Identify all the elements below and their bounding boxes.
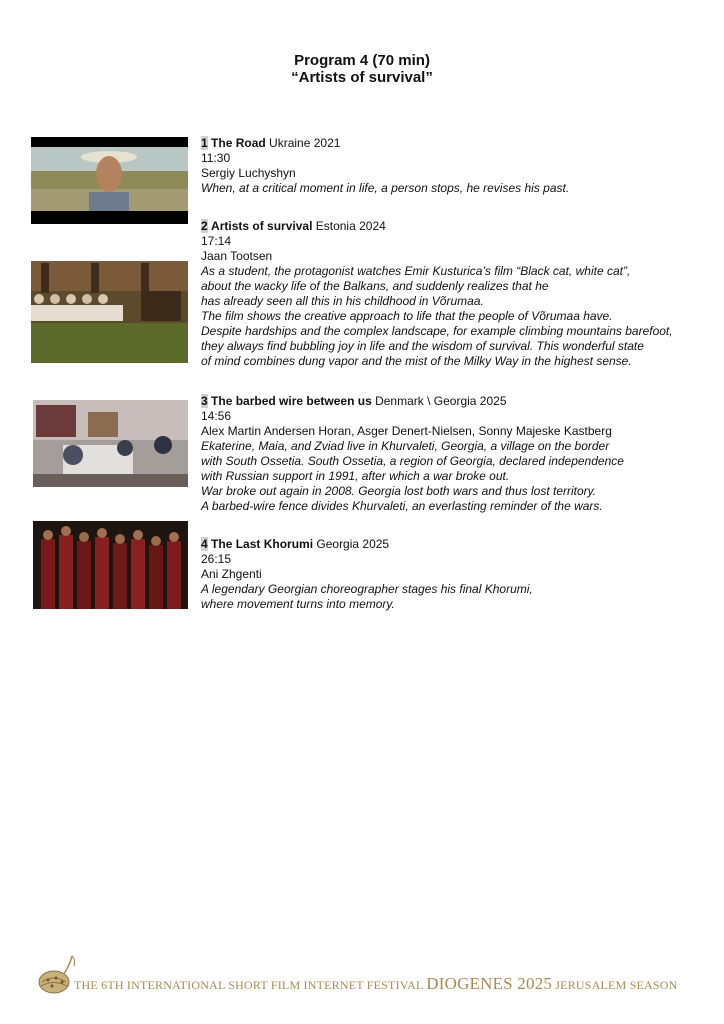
film-title: The Last Khorumi [211,537,314,551]
description-line: As a student, the protagonist watches Emir Kusturica’s film “Black cat, white cat”, [201,264,631,278]
film-description [201,264,721,369]
festival-footer [36,952,696,997]
film-info [201,394,721,514]
description-line: they always find bubbling joy in life and the wisdom of survival. This wonderful state [201,339,644,353]
description-line: The film shows the creative approach to life that the people of Võrumaa have. [201,309,613,323]
film-thumbnail[interactable] [33,400,188,487]
description-line: with Russian support in 1991, after which a war broke out. [201,469,510,483]
film-title: Artists of survival [211,219,313,233]
program-header [0,52,724,86]
program-title: Program 4 (70 min) [294,52,430,69]
film-info [201,537,721,612]
description-line: with South Ossetia. South Ossetia, a region of Georgia, declared independence [201,454,624,468]
film-title: The barbed wire between us [211,394,372,408]
description-line: about the wacky life of the Balkans, and suddenly realizes that he [201,279,549,293]
film-thumbnail[interactable] [31,261,188,363]
description-line: of mind combines dung vapor and the mist of the Milky Way in the highest sense. [201,354,632,368]
description-line: has already seen all this in his childhood in Võrumaa. [201,294,484,308]
film-country-year: Estonia 2024 [312,219,386,233]
film-duration: 14:56 [201,409,232,423]
festival-name-part1: THE 6TH INTERNATIONAL SHORT FILM INTERNET FESTIVAL [74,978,427,992]
festival-name [74,974,678,994]
festival-name-part3: JERUSALEM SEASON [552,978,678,992]
film-description [201,439,721,514]
film-number: 1 [201,136,208,150]
film-director: Ani Zhgenti [201,567,262,581]
description-line: A barbed-wire fence divides Khurvaleti, an everlasting reminder of the wars. [201,499,603,513]
description-line: where movement turns into memory. [201,597,395,611]
festival-name-part2: DIOGENES 2025 [426,974,553,993]
film-thumbnail[interactable] [31,137,188,224]
film-number: 4 [201,537,208,551]
film-description [201,181,721,196]
film-description [201,582,721,612]
description-line: When, at a critical moment in life, a person stops, he revises his past. [201,181,570,195]
film-duration: 17:14 [201,234,232,248]
program-subtitle: “Artists of survival” [291,69,433,86]
film-country-year: Georgia 2025 [313,537,390,551]
film-number: 3 [201,394,208,408]
film-info [201,219,721,369]
film-duration: 11:30 [201,151,231,165]
film-number: 2 [201,219,208,233]
description-line: Ekaterine, Maia, and Zviad live in Khurvaleti, Georgia, a village on the border [201,439,610,453]
film-info [201,136,721,196]
film-director: Jaan Tootsen [201,249,273,263]
film-country-year: Ukraine 2021 [265,136,341,150]
film-duration: 26:15 [201,552,232,566]
film-director: Alex Martin Andersen Horan, Asger Denert-Nielsen, Sonny Majeske Kastberg [201,424,612,438]
description-line: War broke out again in 2008. Georgia lost both wars and thus lost territory. [201,484,597,498]
film-country-year: Denmark \ Georgia 2025 [371,394,507,408]
film-director: Sergiy Luchyshyn [201,166,296,180]
film-title: The Road [211,136,266,150]
film-thumbnail[interactable] [33,521,188,609]
description-line: Despite hardships and the complex landscape, for example climbing mountains barefoot, [201,324,673,338]
description-line: A legendary Georgian choreographer stages his final Khorumi, [201,582,533,596]
